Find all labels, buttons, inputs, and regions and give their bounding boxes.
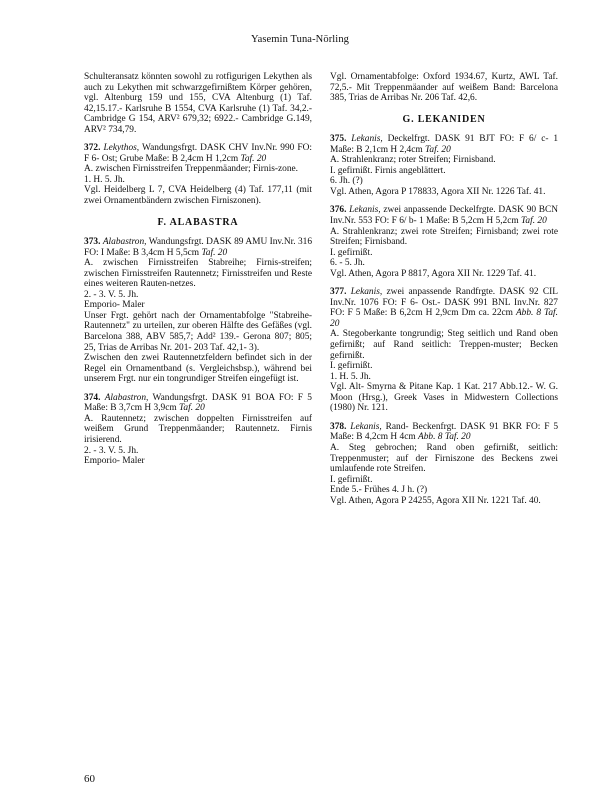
entry-comment: Unser Frgt. gehört nach der Ornamentabfolge "Stabreihe- Rautennetz" zu urteilen, zur oberen Hälfte des Gefäßes (vgl. Barcelona 388, ABV 585,7; Add² 139.- Gerona 807; 805; 25, Trias de Arribas Nr. 201- 203 Taf. 42,1- 3). xyxy=(84,310,312,353)
entry-head xyxy=(330,134,558,155)
entry-number: 374. xyxy=(84,392,101,403)
entry-workshop: Emporio- Maler xyxy=(84,300,145,311)
plate-reference: Taf. 20 xyxy=(444,432,471,443)
entry-description: Wandungsfrgt. DASK 91 BOA FO: F 5 Maße: B 3,7cm H 3,9cm xyxy=(84,392,312,414)
figure-reference: Abb. 8 xyxy=(418,432,443,443)
figure-reference: Abb. 8 xyxy=(515,308,542,319)
entry-decoration: A. Rautennetz; zwischen doppelten Firnisstreifen auf weißem Grund Treppenmäander; Rautennetz. Firnis irisierend. xyxy=(84,413,312,445)
continued-paragraph: Vgl. Ornamentabfolge: Oxford 1934.67, Kurtz, AWL Taf. 72,5.- Mit Treppenmäander auf weißem Band: Barcelona 385, Trias de Arribas Nr. 206 Taf. 42,6. xyxy=(330,72,558,104)
entry-comparison: Vgl. Heidelberg L 7, CVA Heidelberg (4) Taf. 177,11 (mit zwei Ornamentbändern zwischen Firniszonen). xyxy=(84,185,312,207)
entry-date: 2. - 3. V. 5. Jh. xyxy=(84,289,139,300)
entry-head xyxy=(330,287,558,329)
entry-head xyxy=(84,237,312,258)
entry-date: Ende 5.- Frühes 4. J h. (?) xyxy=(330,485,428,496)
plate-reference: Taf. 20 xyxy=(330,308,558,329)
entry-type: Lekanis, xyxy=(350,421,382,432)
entry-comparison: Vgl. Athen, Agora P 178833, Agora XII Nr. 1226 Taf. 41. xyxy=(330,186,546,197)
entry-description: Wandungsfrgt. DASK CHV Inv.Nr. 990 FO: F 6- Ost; Grube Maße: B 2,4cm H 1,2cm xyxy=(84,143,312,164)
entry-comparison: Vgl. Athen, Agora P 8817, Agora XII Nr. 1229 Taf. 41. xyxy=(330,268,537,279)
entry-type: Lekanis, xyxy=(350,287,383,298)
entry-type: Lekythos, xyxy=(103,143,140,154)
entry-type: Lekanis, xyxy=(351,134,383,145)
entry-head xyxy=(84,143,312,164)
entry-date: 6. Jh. (?) xyxy=(330,176,363,187)
entry-decoration: A. zwischen Firnisstreifen Stabreihe; Firnis-streifen; zwischen Firnisstreifen Rautennetz; Firnisstreifen und Reste eines weiteren Rauten-netzes. xyxy=(84,258,312,290)
entry-comparison: Vgl. Alt- Smyrna & Pitane Kap. 1 Kat. 217 Abb.12.- W. G. Moon (Hrsg.), Greek Vases in Midwestern Collections (1980) Nr. 121. xyxy=(330,382,558,414)
entry-date: 6. - 5. Jh. xyxy=(330,258,365,269)
plate-reference: Taf. 20 xyxy=(201,247,228,258)
entry-description: Deckelfrgt. DASK 91 BJT FO: F 6/ c- 1 Maße: B 2,1cm H 2,4cm xyxy=(330,134,559,155)
entry-number: 378. xyxy=(330,421,347,432)
entry-head xyxy=(330,205,558,226)
section-heading-lekaniden: G. LEKANIDEN xyxy=(402,113,486,125)
entry-description: zwei anpassende Randfrgte. DASK 92 CIL Inv.Nr. 1076 FO: F 6- Ost.- DASK 991 BNL Inv.Nr. 827 FO: F 5 Maße: B 6,2cm H 2,9cm Dm ca. 22cm xyxy=(330,287,559,319)
entry-decoration: A. Strahlenkranz; zwei rote Streifen; Firnisband; zwei rote Streifen; Firnisband. xyxy=(330,226,558,248)
entry-number: 373. xyxy=(84,237,101,248)
plate-reference: Taf. 20 xyxy=(425,144,451,155)
entry-inside: I. gefirnißt. xyxy=(330,247,373,258)
catalog-entry-375 xyxy=(330,134,558,197)
entry-description: Wandungsfrgt. DASK 89 AMU Inv.Nr. 316 FO: I Maße: B 3,4cm H 5,5cm xyxy=(84,237,313,258)
entry-number: 372. xyxy=(84,143,101,154)
entry-type: Lekanis, xyxy=(349,205,381,216)
catalog-entry-378 xyxy=(330,422,558,506)
entry-number: 376. xyxy=(330,205,347,216)
right-column xyxy=(330,72,558,506)
plate-reference: Taf. 20 xyxy=(240,153,267,164)
entry-inside: I. gefirnißt. xyxy=(330,474,373,485)
continued-paragraph: Schulteransatz könnten sowohl zu rotfigurigen Lekythen als auch zu Lekythen mit schwarzgefirnißtem Körper gehören, vgl. Altenburg 159 und 155, CVA Altenburg (1) Taf. 42,15.17.- Karlsruhe B 1554, CVA Karlsruhe (1) Taf. 34,2.- Cambridge G 154, ARV² 679,32; 6922.- Cambridge G.149, ARV² 734,79. xyxy=(84,72,312,135)
entry-workshop: Emporio- Maler xyxy=(84,456,145,467)
catalog-entry-377 xyxy=(330,287,558,414)
entry-date: 1. H. 5. Jh. xyxy=(330,371,371,382)
entry-date: 1. H. 5. Jh. xyxy=(84,174,125,185)
catalog-entry-374 xyxy=(84,393,312,467)
entry-comment: Zwischen den zwei Rautennetzfeldern befindet sich in der Regel ein Ornamentband (s. Vergleichsbsp.), während bei unserem Frgt. nur ein tongrundiger Streifen eingefügt ist. xyxy=(84,353,312,385)
catalog-entry-372 xyxy=(84,143,312,206)
running-head: Yasemin Tuna-Nörling xyxy=(250,34,350,45)
entry-inside: I. gefirnißt. Firnis angeblättert. xyxy=(330,165,446,176)
entry-description: zwei anpassende Deckelfrgte. DASK 90 BCN Inv.Nr. 553 FO: F 6/ b- 1 Maße: B 5,2cm H 5,2cm xyxy=(330,205,559,227)
entry-inside: I. gefirnißt. xyxy=(330,361,373,372)
entry-decoration: A. zwischen Firnisstreifen Treppenmäander; Firnis-zone. xyxy=(84,164,299,175)
catalog-entry-373 xyxy=(84,237,312,385)
left-column xyxy=(84,72,312,467)
entry-date: 2. - 3. V. 5. Jh. xyxy=(84,445,139,456)
catalog-entry-376 xyxy=(330,205,558,279)
plate-reference: Taf. 20 xyxy=(521,216,547,227)
entry-number: 377. xyxy=(330,287,347,298)
entry-comparison: Vgl. Athen, Agora P 24255, Agora XII Nr. 1221 Taf. 40. xyxy=(330,495,541,506)
entry-decoration: A. Stegoberkante tongrundig; Steg seitlich und Rand oben gefirnißt; auf Rand seitlich: Treppen-muster; Becken gefirnißt. xyxy=(330,329,558,361)
entry-decoration: A. Steg gebrochen; Rand oben gefirnißt, seitlich: Treppenmuster; auf der Firniszone des Beckens zwei umlaufende rote Streifen. xyxy=(330,442,558,475)
entry-head xyxy=(84,393,312,414)
entry-type: Alabastron, xyxy=(102,237,147,248)
section-heading-alabastra: F. ALABASTRA xyxy=(157,216,239,228)
entry-number: 375. xyxy=(330,134,347,145)
entry-head xyxy=(330,422,558,443)
plate-reference: Taf. 20 xyxy=(179,403,205,414)
entry-description: Rand- Beckenfrgt. DASK 91 BKR FO: F 5 Maße: B 4,2cm H 4cm xyxy=(330,421,559,443)
page-number: 60 xyxy=(84,773,95,785)
entry-decoration: A. Strahlenkranz; roter Streifen; Firnisband. xyxy=(330,155,496,166)
entry-type: Alabastron, xyxy=(104,392,149,403)
